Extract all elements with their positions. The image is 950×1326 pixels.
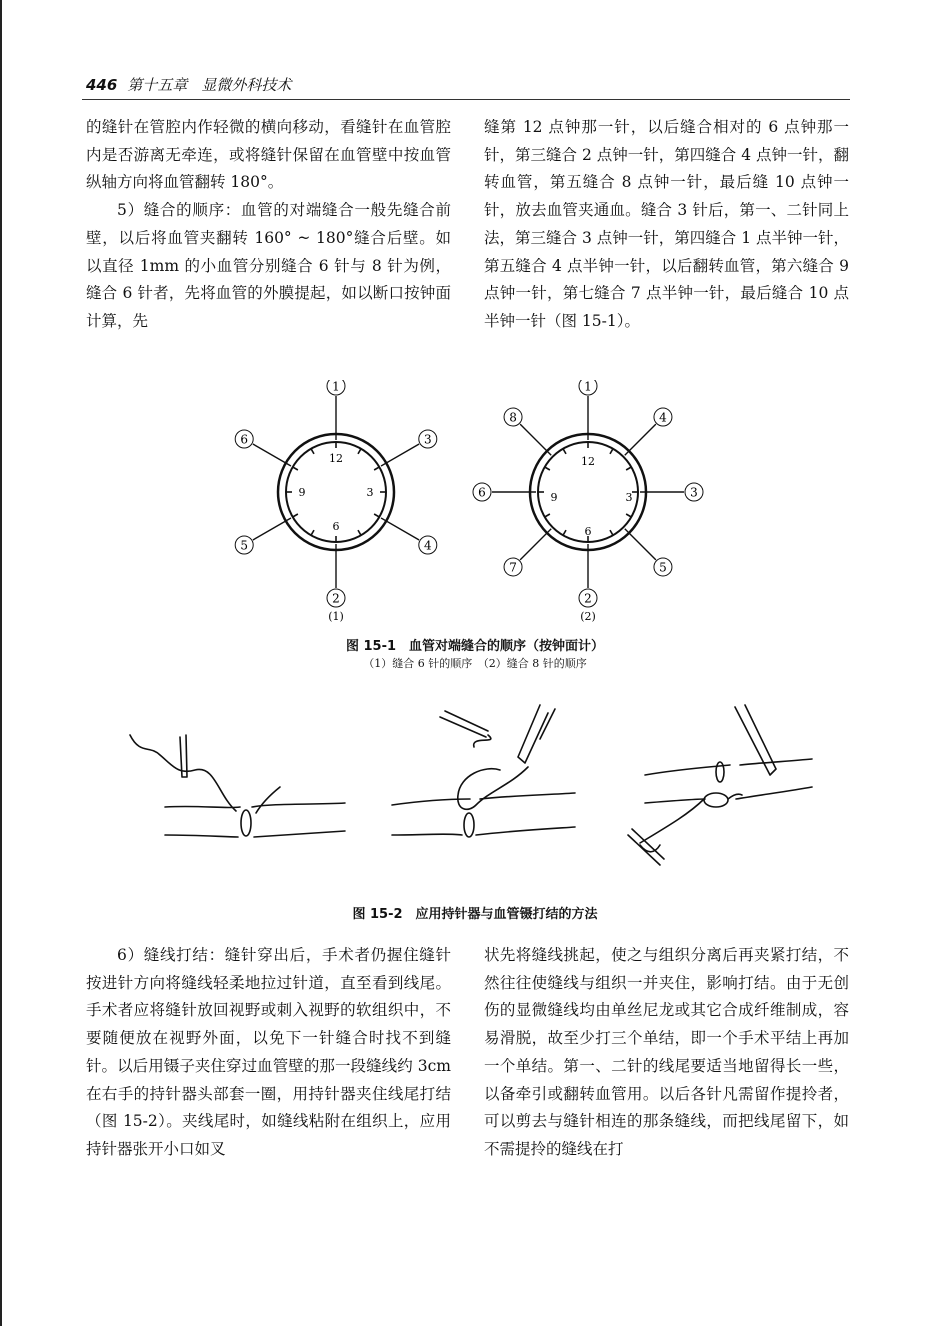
paragraph: 的缝针在管腔内作轻微的横向移动，看缝针在血管腔内是否游离无牵连，或将缝针保留在血管壁中按血管纵轴方向将血管翻转 180°。 (86, 118, 451, 192)
suture-marker-8: 8 (509, 410, 517, 425)
body-column-right-bottom (484, 942, 849, 1164)
clock-tick (545, 514, 550, 517)
suture-line (625, 529, 656, 560)
suture-line (625, 424, 656, 455)
figure-15-2-caption: 图 15-2 应用持针器与血管镊打结的方法 (352, 907, 598, 922)
suture-line (520, 529, 551, 560)
suture-line (520, 424, 551, 455)
suture-marker-4: 4 (659, 410, 667, 425)
suture-spokes (235, 380, 437, 607)
suture-marker-1: 1 (584, 380, 592, 394)
clock-tick (545, 467, 550, 470)
suture-marker-2: 2 (584, 591, 592, 606)
paragraph: 5）缝合的顺序：血管的对端缝合一般先缝合前壁，以后将血管夹翻转 160° ~ 180°缝合后壁。如以直径 1mm 的小血管分别缝合 6 针与 8 针为例，缝合 6 针者，先将血管的外膜提起，如以断口按钟面计算，先 (86, 201, 451, 330)
suture-line (253, 444, 291, 466)
clock-tick (293, 467, 298, 470)
clock-label-12: 12 (329, 452, 343, 465)
clock-tick (626, 514, 631, 517)
suture-line (381, 444, 419, 466)
clock-tick (358, 530, 361, 535)
chapter-number: 第十五章 (127, 76, 188, 94)
clock-label-9: 9 (550, 491, 558, 504)
running-head (86, 74, 291, 95)
figure-15-2 (0, 695, 950, 895)
paragraph: 缝第 12 点钟那一针，以后缝合相对的 6 点钟那一针，第三缝合 2 点钟一针，第四缝合 4 点钟一针，翻转血管，第五缝合 8 点钟一针，最后缝 10 点钟一针，放去血管夹通血。缝合 3 针后，第一、二针同上法，第三缝合 3 点钟一针，第四缝合 1 点半钟一针，第五缝合 4 点半钟一针，以后翻转血管，第六缝合 9 点钟一针，第七缝合 7 点半钟一针，最后缝合 10 点半钟一针（图 15-1）。 (484, 118, 849, 330)
clock-tick (374, 467, 379, 470)
page-number: 446 (86, 76, 118, 94)
body-column-left-top (86, 114, 451, 336)
clock-tick (626, 467, 631, 470)
clock-tick (563, 530, 566, 535)
figure-part-label-2: (2) (580, 610, 596, 623)
clock-label-12: 12 (581, 455, 595, 468)
clock-label-6: 6 (332, 520, 340, 533)
figure-15-1-caption: 图 15-1 血管对端缝合的顺序（按钟面计） (345, 639, 605, 654)
suture-marker-4: 4 (423, 538, 432, 553)
suture-marker-2: 2 (332, 591, 340, 606)
suture-marker-6: 6 (478, 485, 486, 500)
clock-diagram-8-sutures (473, 380, 703, 623)
knot-step-3-illustration (628, 705, 812, 865)
clock-tick (358, 449, 361, 454)
clock-tick (610, 530, 613, 535)
body-column-right-top (484, 114, 849, 336)
figure-15-1 (0, 380, 950, 630)
suture-marker-1: 1 (332, 380, 340, 394)
knot-step-1-illustration (130, 735, 345, 837)
paragraph: 状先将缝线挑起，使之与组织分离后再夹紧打结，不然往往使缝线与组织一并夹住，影响打结。由于无创伤的显微缝线均由单丝尼龙或其它合成纤维制成，容易滑脱，故至少打三个单结，即一个手术平结上再加一个单结。第一、二针的线尾要适当地留得长一些，以备牵引或翻转血管用。以后各针凡需留作提拎者，可以剪去与缝针相连的那条缝线，而把线尾留下，如不需提拎的缝线在打 (484, 946, 849, 1158)
header-rule (82, 99, 850, 100)
figure-15-1-subcaption: （1）缝合 6 针的顺序 （2）缝合 8 针的顺序 (363, 657, 587, 670)
clock-tick (311, 530, 314, 535)
paragraph: 6）缝线打结：缝针穿出后，手术者仍握住缝针按进针方向将缝线轻柔地拉过针道，直至看到线尾。手术者应将缝针放回视野或刺入视野的软组织中，不要随便放在视野外面，以免下一针缝合时找不到缝针。以后用镊子夹住穿过血管壁的那一段缝线约 3cm 在右手的持针器头部套一圈，用持针器夹住线尾打结（图 15-2）。夹线尾时，如缝线粘附在组织上，应用持针器张开小口如叉 (86, 946, 451, 1158)
figure-part-label-1: (1) (328, 610, 344, 623)
clock-label-6: 6 (584, 525, 592, 538)
suture-marker-3: 3 (423, 432, 432, 447)
suture-spokes (473, 380, 703, 607)
suture-marker-5: 5 (240, 538, 249, 553)
clock-label-9: 9 (298, 486, 306, 499)
suture-marker-3: 3 (690, 485, 698, 500)
clock-label-3: 3 (366, 486, 374, 499)
clock-tick (374, 514, 379, 517)
clock-tick (293, 514, 298, 517)
suture-marker-6: 6 (240, 432, 249, 447)
chapter-title: 显微外科技术 (201, 76, 292, 94)
suture-line (381, 518, 419, 540)
clock-tick (610, 449, 613, 454)
clock-label-3: 3 (625, 491, 633, 504)
suture-marker-7: 7 (509, 560, 517, 575)
suture-line (253, 518, 291, 540)
clock-tick (311, 449, 314, 454)
suture-marker-5: 5 (659, 560, 667, 575)
knot-step-2-illustration (392, 705, 575, 837)
clock-tick (563, 449, 566, 454)
clock-diagram-6-sutures (235, 380, 437, 623)
body-column-left-bottom (86, 942, 451, 1164)
